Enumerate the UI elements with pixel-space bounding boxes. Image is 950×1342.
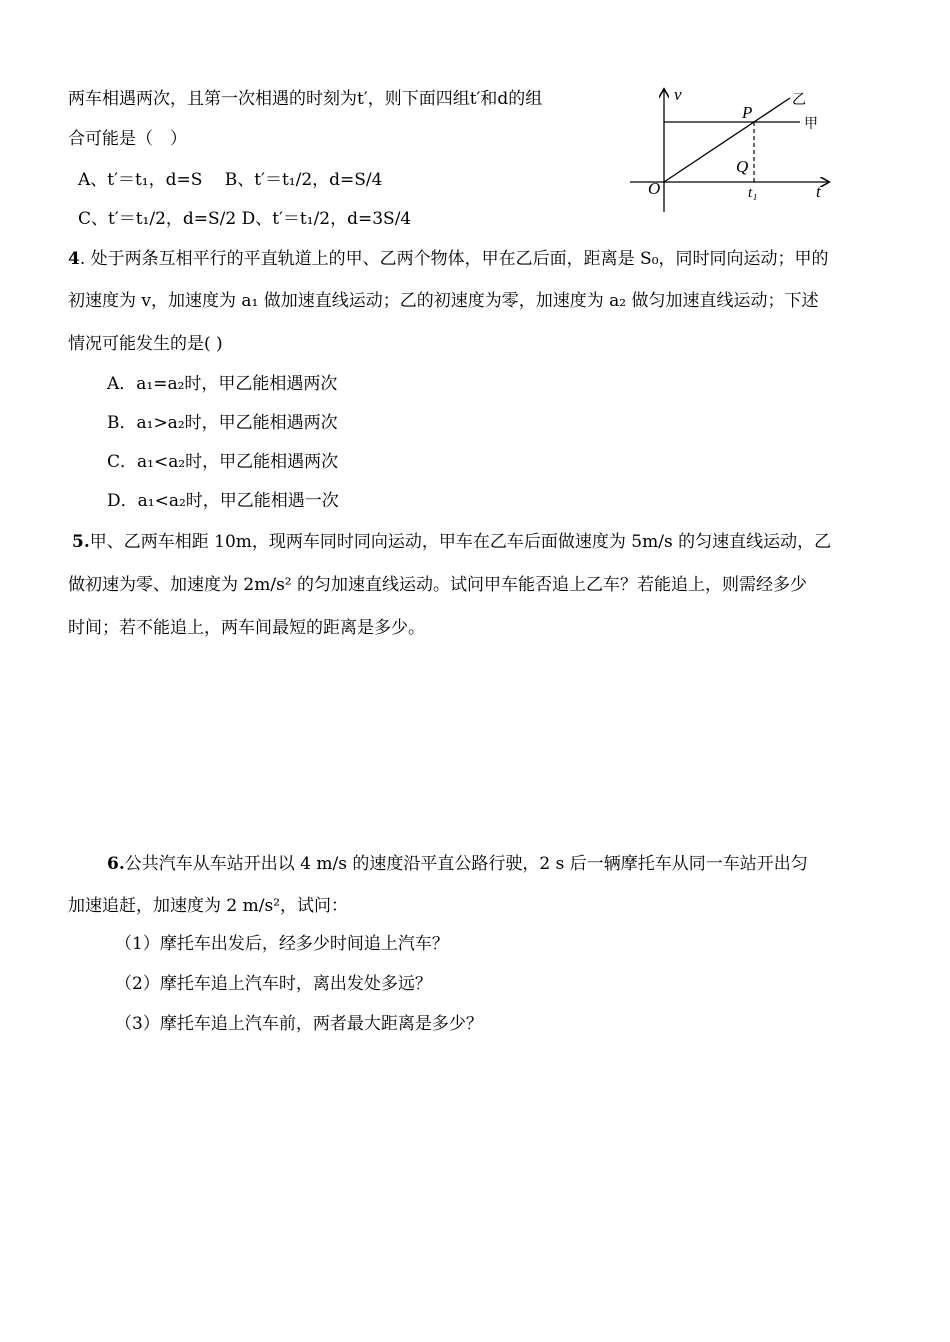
q4-line-1-text: . 处于两条互相平行的平直轨道上的甲、乙两个物体，甲在乙后面，距离是 S₀，同时同向运动；甲的 [79,249,829,269]
point-q-label: Q [736,157,749,176]
q3-line-2: 合可能是（ ） [68,129,187,149]
q6-line-2: 加速追赶，加速度为 2 m/s²，试问： [68,896,349,916]
q6-line-1-text: 公共汽车从车站开出以 4 m/s 的速度沿平直公路行驶，2 s 后一辆摩托车从同一车站开出匀 [124,854,808,874]
v-axis-label: v [674,85,682,104]
q5-line-2: 做初速为零、加速度为 2m/s² 的匀加速直线运动。试问甲车能否追上乙车？若能追上，则需经多少 [68,575,808,595]
q6-subquestion-3: （3）摩托车追上汽车前，两者最大距离是多少？ [115,1014,483,1034]
yi-label: 乙 [792,93,806,108]
q5-line-3: 时间；若不能追上，两车间最短的距离是多少。 [68,618,425,638]
q6-subquestion-2: （2）摩托车追上汽车时，离出发处多远？ [115,974,432,994]
q5-line-1-text: 甲、乙两车相距 10m，现两车同时同向运动，甲车在乙车后面做速度为 5m/s 的匀速直线运动，乙 [89,532,832,552]
yi-line [664,98,790,182]
q3-options-cd: C、t′＝t₁/2，d=S/2 D、t′＝t₁/2，d=3S/4 [78,209,412,229]
t1-label: t₁ [748,185,758,201]
vt-graph [620,80,850,220]
t-axis-label: t [816,182,821,201]
q4-option-d: D．a₁<a₂时，甲乙能相遇一次 [107,491,339,511]
q6-subquestion-1: （1）摩托车出发后，经多少时间追上汽车？ [115,934,449,954]
q4-number: 4 [68,249,80,269]
q4-line-3: 情况可能发生的是( ) [68,334,223,354]
point-p-label: P [742,103,753,122]
q3-options-ab: A、t′＝t₁，d=S B、t′＝t₁/2，d=S/4 [78,170,383,190]
q3-line-1: 两车相遇两次，且第一次相遇的时刻为t′，则下面四组t′和d的组 [68,89,543,109]
q4-option-b: B．a₁>a₂时，甲乙能相遇两次 [107,413,338,433]
jia-label: 甲 [804,117,818,132]
q6-number: 6. [107,854,125,874]
q4-line-2: 初速度为 v，加速度为 a₁ 做加速直线运动；乙的初速度为零，加速度为 a₂ 做匀加速直线运动；下述 [68,291,819,311]
q6-line-1 [107,853,808,875]
q4-option-c: C．a₁<a₂时，甲乙能相遇两次 [107,452,339,472]
q4-line-1 [68,248,829,270]
q5-line-1 [72,531,831,553]
q5-number: 5. [72,532,90,552]
q4-option-a: A．a₁=a₂时，甲乙能相遇两次 [107,374,338,394]
origin-label: O [648,179,661,198]
